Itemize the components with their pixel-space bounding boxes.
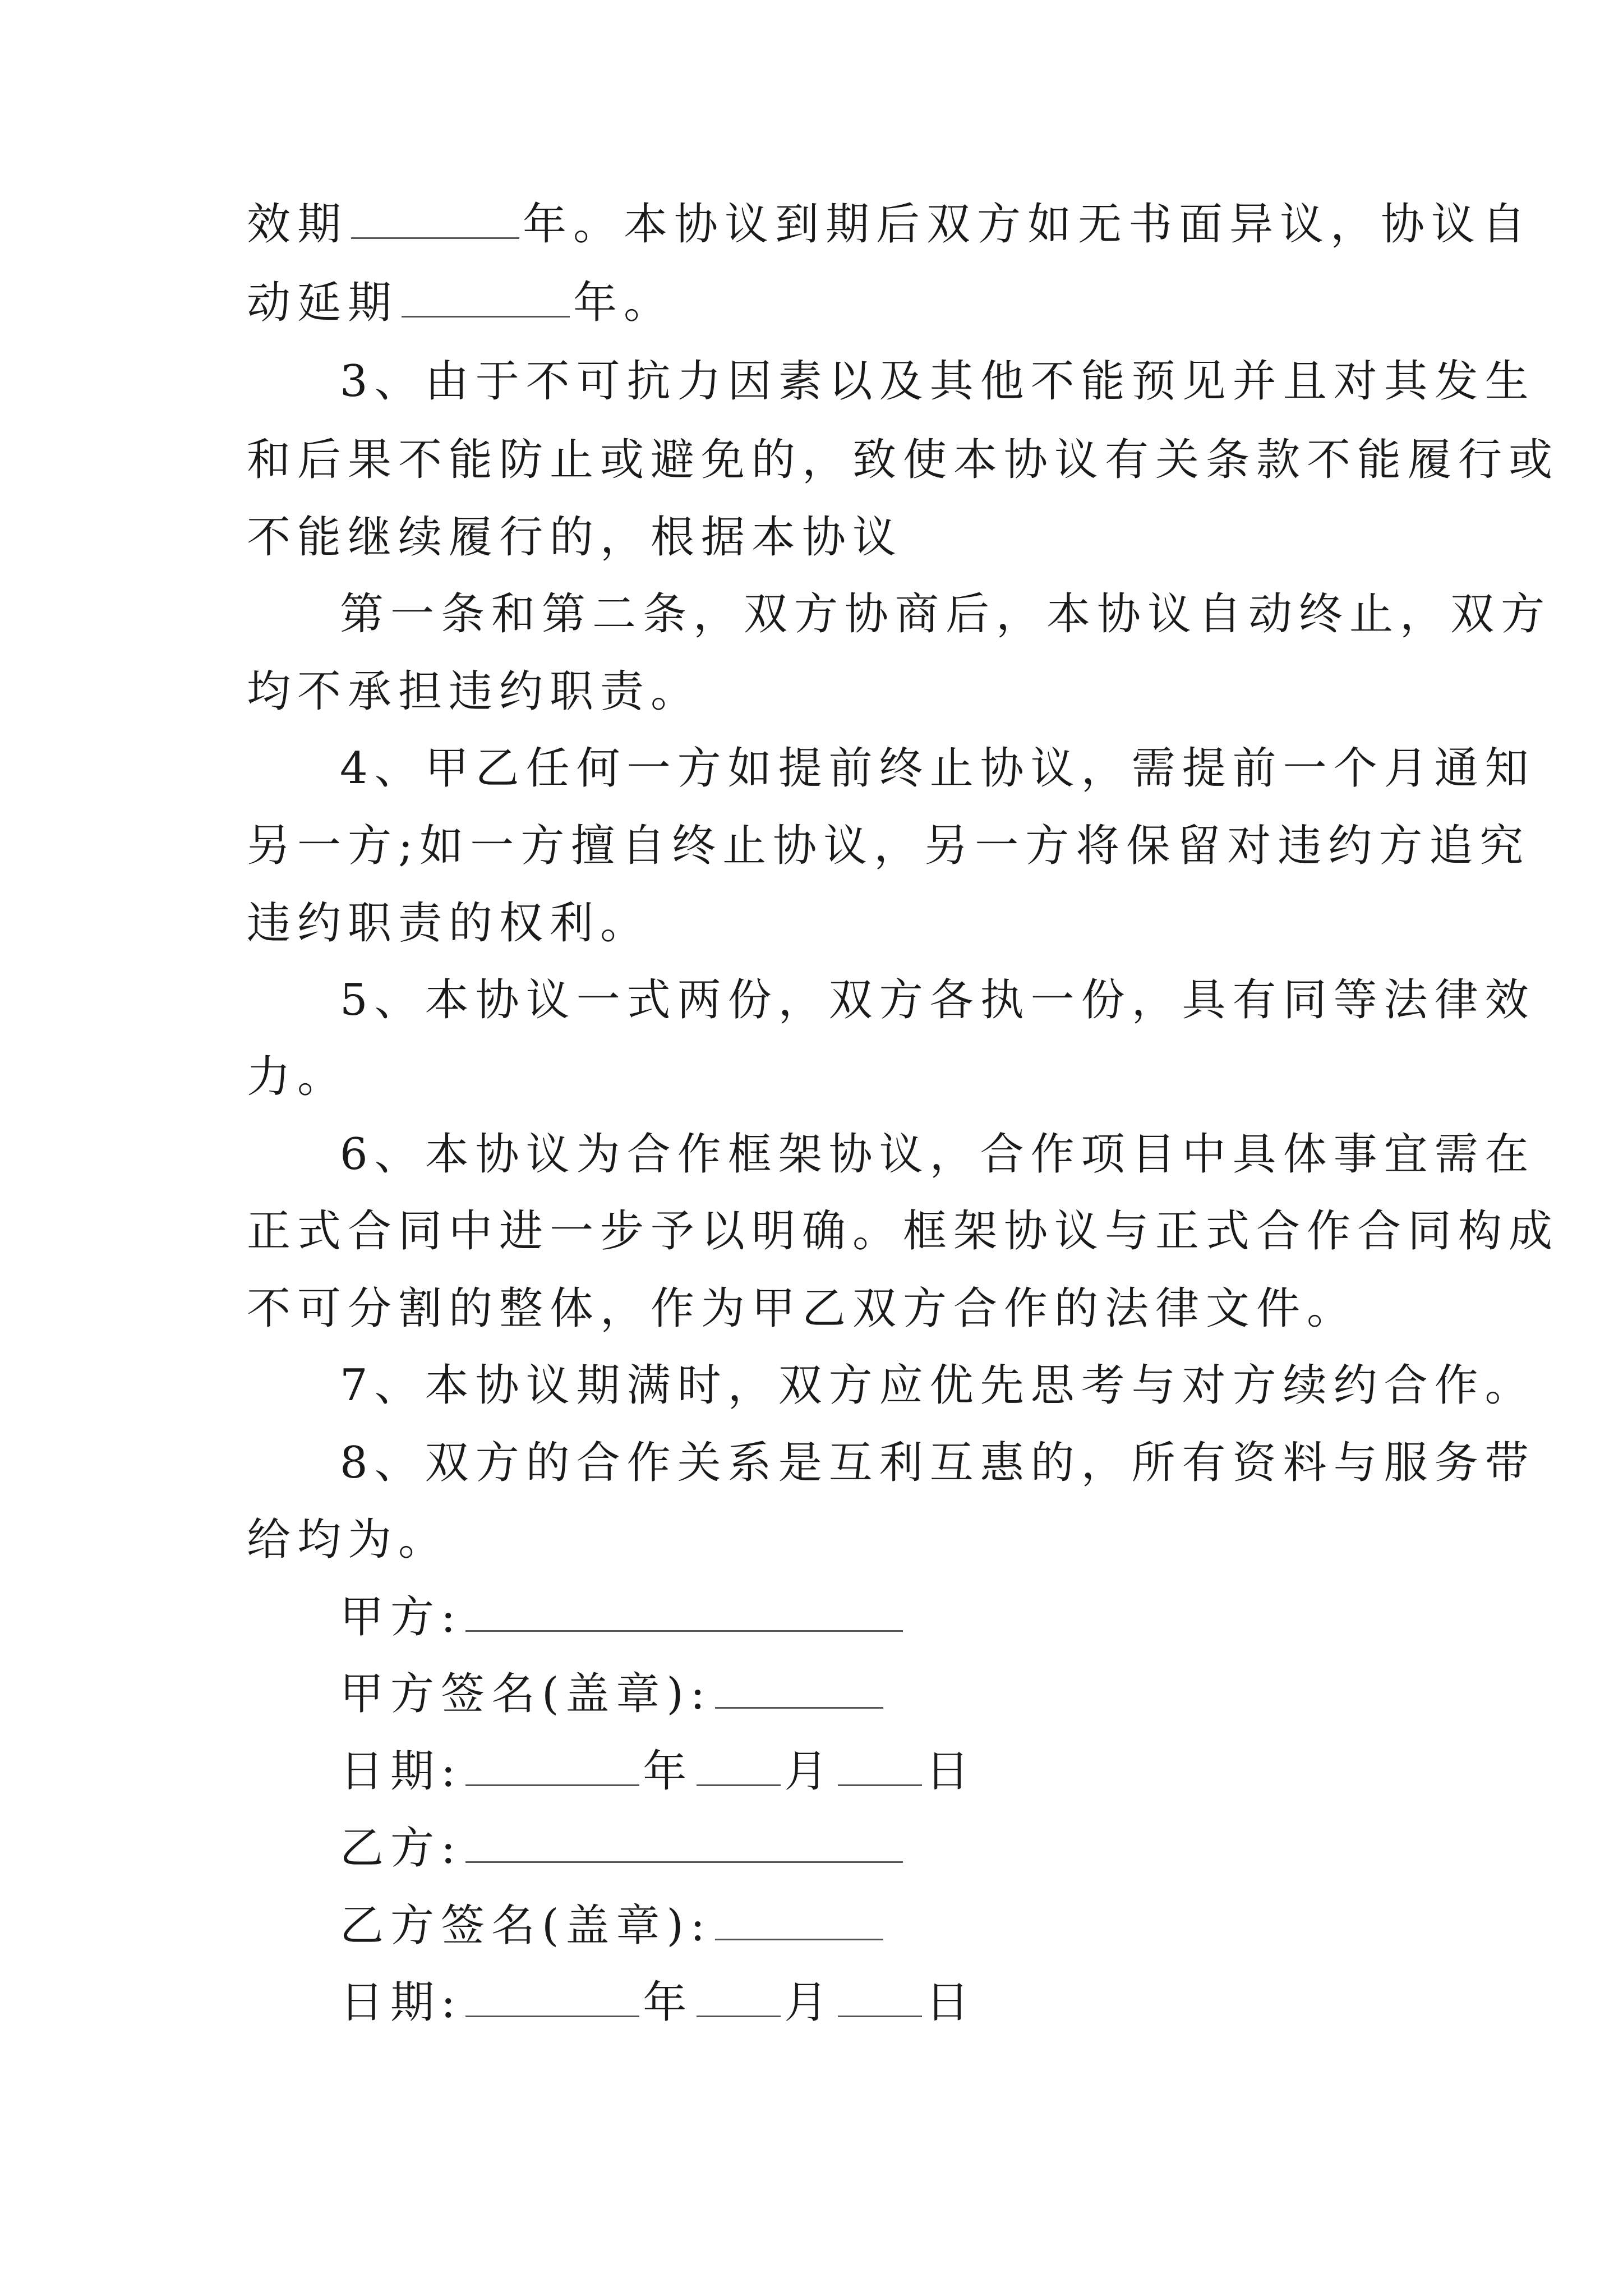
party-a-date-row: [340, 1743, 976, 1800]
text-segment: 动延期: [247, 278, 399, 328]
party-a-sign-label: 甲方签名(盖章):: [340, 1669, 712, 1719]
paragraph-line: [247, 275, 674, 331]
year-blank: [465, 1976, 639, 2017]
date-label: 日期:: [340, 1977, 463, 2028]
paragraph-line: [247, 196, 1532, 252]
clause-6-line: 正式合同中进一步予以明确。框架协议与正式合作合同构成: [247, 1206, 1560, 1257]
clause-8-line: 8、双方的合作关系是互利互惠的，所有资料与服务带: [340, 1438, 1536, 1488]
day-label: 日: [925, 1977, 976, 2028]
clause-3-line: 不能继续履行的，根据本协议: [247, 512, 903, 563]
party-b-sign-label: 乙方签名(盖章):: [340, 1901, 712, 1951]
year-label: 年: [643, 1746, 694, 1797]
date-label: 日期:: [340, 1746, 463, 1797]
party-b-sign-row: [340, 1898, 887, 1954]
party-a-blank: [465, 1591, 903, 1632]
party-b-blank: [465, 1822, 903, 1863]
clause-7-line: 7、本协议期满时，双方应优先思考与对方续约合作。: [340, 1360, 1536, 1411]
month-blank: [697, 1745, 781, 1786]
clause-3-line: 3、由于不可抗力因素以及其他不能预见并且对其发生: [340, 356, 1536, 407]
clause-6-line: 不可分割的整体，作为甲乙双方合作的法律文件。: [247, 1283, 1358, 1334]
blank-field-extension-years: [402, 277, 570, 318]
text-segment: 年。本协议到期后双方如无书面异议，协议自: [523, 199, 1533, 250]
day-label: 日: [925, 1746, 976, 1797]
clause-8-line: 给均为。: [247, 1515, 449, 1565]
party-a-sign-blank: [715, 1668, 883, 1709]
party-b-date-row: [340, 1975, 976, 2031]
blank-field-years: [351, 198, 519, 239]
party-a-label: 甲方:: [340, 1592, 463, 1642]
clause-6-line: 6、本协议为合作框架协议，合作项目中具体事宜需在: [340, 1129, 1536, 1180]
month-blank: [697, 1976, 781, 2017]
clause-5-line: 5、本协议一式两份，双方各执一份，具有同等法律效: [340, 975, 1536, 1025]
paragraph-line: 第一条和第二条，双方协商后，本协议自动终止，双方: [340, 589, 1552, 639]
party-a-row: [340, 1589, 906, 1645]
party-a-sign-row: [340, 1666, 887, 1722]
clause-4-line: 违约职责的权利。: [247, 898, 651, 949]
paragraph-line: 均不承担违约职责。: [247, 666, 702, 717]
text-segment: 年。: [573, 278, 675, 328]
party-b-row: [340, 1820, 906, 1876]
clause-4-line: 另一方;如一方擅自终止协议，另一方将保留对违约方追究: [247, 821, 1530, 871]
party-b-label: 乙方:: [340, 1823, 463, 1874]
month-label: 月: [784, 1977, 835, 2028]
clause-4-line: 4、甲乙任何一方如提前终止协议，需提前一个月通知: [340, 743, 1536, 794]
text-segment: 效期: [247, 199, 348, 250]
day-blank: [838, 1745, 922, 1786]
month-label: 月: [784, 1746, 835, 1797]
clause-5-line: 力。: [247, 1052, 348, 1102]
day-blank: [838, 1976, 922, 2017]
clause-3-line: 和后果不能防止或避免的，致使本协议有关条款不能履行或: [247, 435, 1560, 485]
party-b-sign-blank: [715, 1899, 883, 1940]
year-blank: [465, 1745, 639, 1786]
year-label: 年: [643, 1977, 694, 2028]
